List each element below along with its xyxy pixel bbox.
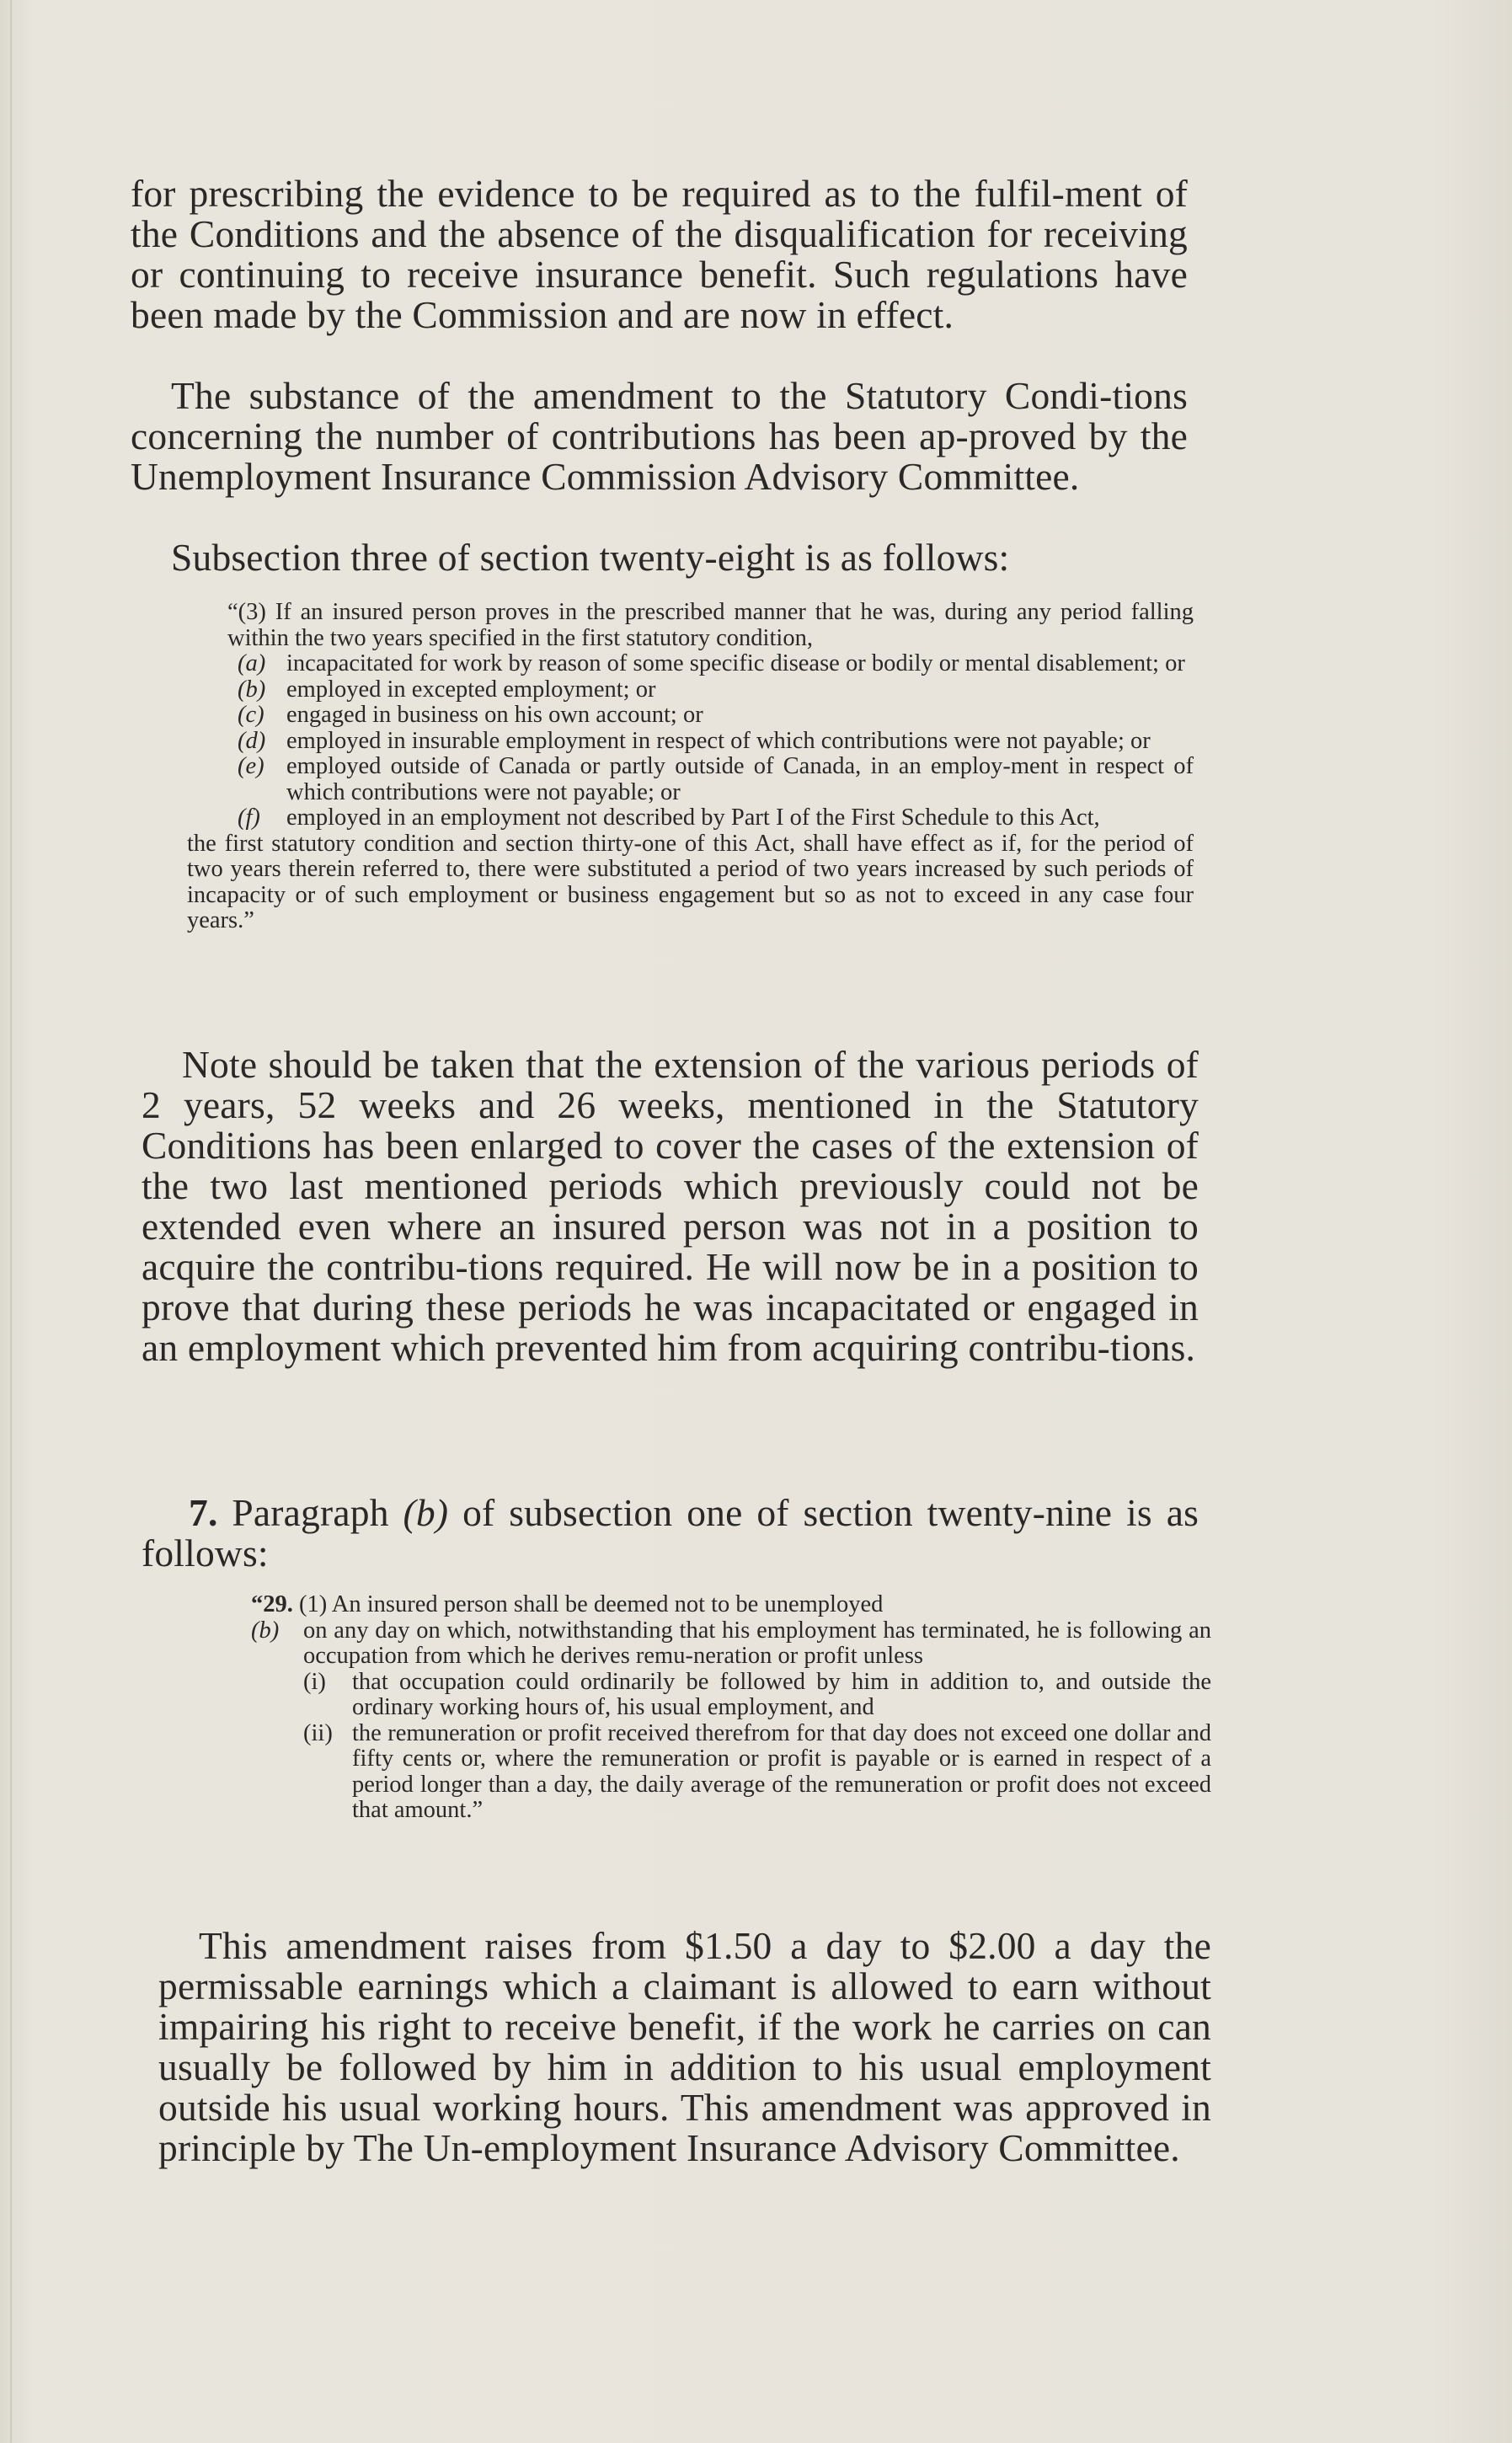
clause-list (187, 651, 1194, 831)
subclause-text: the remuneration or profit received therefrom for that day does not exceed one dollar and fifty cents or, where the remuneration or profit is payable or is earned in respect of a period longer than a day, the daily average of the remuneration or profit does not exceed that amount.” (352, 1719, 1211, 1823)
subclause-list (251, 1670, 1211, 1824)
clause-text: employed in insurable employment in respect of which contributions were not payable; or (286, 727, 1151, 754)
paragraph-section-seven (142, 1493, 1199, 1574)
subclause-label: (i) (303, 1668, 326, 1695)
clause-label: (b) (251, 1617, 280, 1644)
clause-label: (a) (238, 650, 266, 676)
quoted-section-twenty-nine (251, 1592, 1211, 1824)
quote-section-number: “29. (251, 1591, 293, 1617)
section-text-after: of subsection one of section twenty-nine is as follows: (142, 1491, 1199, 1574)
clause-label: (e) (238, 753, 264, 779)
clause-item (238, 729, 1194, 755)
paragraph-regulations: for prescribing the evidence to be required as to the fulfil-ment of the Conditions and the absence of the disqualification for receiving or continuing to receive insurance benefit. Such regulations have been made by the Commission and are now in effect. (131, 172, 1188, 336)
quote-intro: “(3) If an insured person proves in the prescribed manner that he was, during any period falling within the two years specified in the first statutory condition, (227, 599, 1194, 651)
section-paragraph-ref: (b) (403, 1491, 449, 1534)
clause-item (238, 754, 1194, 805)
quoted-subsection-three (187, 600, 1194, 934)
clause-item (238, 805, 1194, 831)
paragraph-subsection-intro: Subsection three of section twenty-eight is as follows: (171, 536, 1010, 579)
clause-item (238, 651, 1194, 677)
clause-text: employed in excepted employment; or (286, 676, 656, 703)
clause-item (251, 1618, 1211, 1670)
quote-section-intro: (1) An insured person shall be deemed not to be unemployed (299, 1591, 884, 1617)
clause-text: employed outside of Canada or partly outside of Canada, in an employ-ment in respect of which contributions were not payable; or (286, 753, 1194, 805)
clause-text: employed in an employment not described by Part I of the First Schedule to this Act, (286, 805, 1100, 831)
binding-edge (10, 0, 12, 2443)
section-text-before: Paragraph (232, 1491, 389, 1534)
clause-label: (f) (238, 805, 260, 831)
clause-label: (b) (238, 676, 266, 703)
paragraph-earnings-amendment: This amendment raises from $1.50 a day to $2.00 a day the permissable earnings which a claimant is allowed to earn without impairing his right to receive benefit, if the work he carries on can usually be followed by him in addition to his usual employment outside his usual working hours. This amendment was approved in principle by The Un-employment Insurance Advisory Committee. (158, 1924, 1211, 2169)
clause-label: (c) (238, 702, 264, 728)
clause-item (238, 677, 1194, 703)
paragraph-amendment-approval: The substance of the amendment to the Statutory Condi-tions concerning the number of contributions has been ap-proved by the Unemployment Insurance Commission Advisory Committee. (131, 374, 1188, 498)
section-number: 7. (189, 1491, 218, 1534)
subclause-text: that occupation could ordinarily be followed by him in addition to, and outside the ordinary working hours of, his usual employment, and (352, 1668, 1211, 1720)
clause-text: engaged in business on his own account; or (286, 702, 703, 728)
clause-text: incapacitated for work by reason of some specific disease or bodily or mental disablement; or (286, 650, 1185, 676)
quote-conclusion: the first statutory condition and section thirty-one of this Act, shall have effect as if, for the period of two years therein referred to, there were substituted a period of two years increased by such periods of incapacity or of such employment or business engagement but so as not to exceed in any case four years.” (187, 830, 1194, 933)
quote-heading (251, 1592, 1211, 1618)
subclause-item (303, 1721, 1211, 1824)
clause-label: (d) (238, 727, 266, 754)
subclause-item (303, 1670, 1211, 1721)
paragraph-note-extension: Note should be taken that the extension of the various periods of 2 years, 52 weeks and 26 weeks, mentioned in the Statutory Conditions has been enlarged to cover the cases of the extension of the two last mentioned periods which previously could not be extended even where an insured person was not in a position to acquire the contribu-tions required. He will now be in a position to prove that during these periods he was incapacitated or engaged in an employment which prevented him from acquiring contribu-tions. (142, 1043, 1199, 1369)
subclause-label: (ii) (303, 1719, 333, 1746)
clause-item (238, 703, 1194, 729)
clause-text: on any day on which, notwithstanding that his employment has terminated, he is following an occupation from which he derives remu-neration or profit unless (303, 1617, 1211, 1669)
